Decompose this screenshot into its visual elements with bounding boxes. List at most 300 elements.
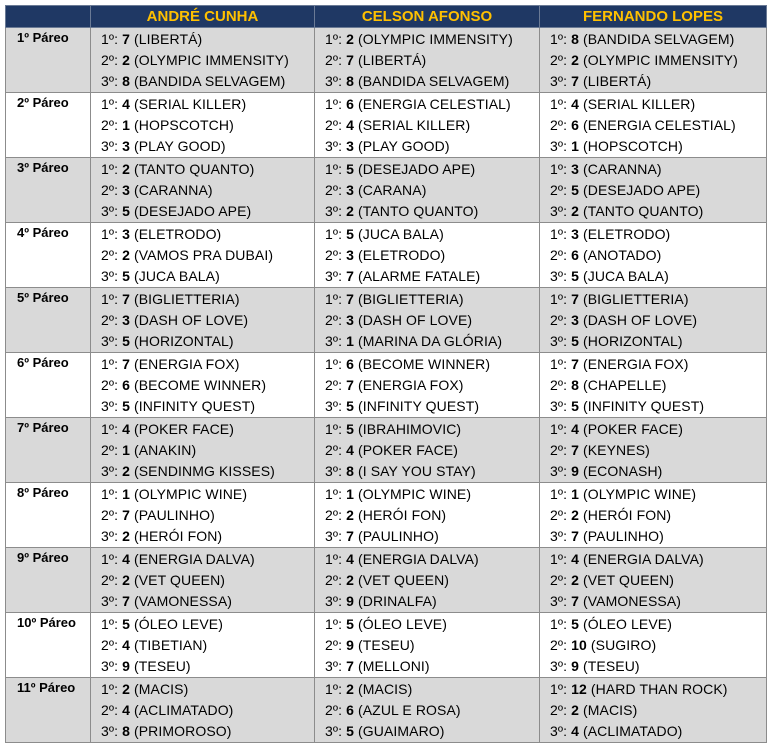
horse-number: 1 <box>122 442 130 458</box>
horse-number: 7 <box>571 442 579 458</box>
pick-position: 1º: <box>101 681 119 697</box>
horse-number: 3 <box>122 138 130 154</box>
pick-line <box>101 331 314 352</box>
pick-position: 3º: <box>101 398 119 414</box>
horse-number: 7 <box>571 356 579 372</box>
pick-line <box>550 289 766 310</box>
horse-number: 7 <box>571 593 579 609</box>
pick-position: 3º: <box>325 138 343 154</box>
pick-line <box>550 419 766 440</box>
horse-name: (IBRAHIMOVIC) <box>357 421 462 437</box>
horse-number: 7 <box>346 52 354 68</box>
pick-line <box>101 484 314 505</box>
pick-position: 1º: <box>101 226 119 242</box>
pick-line <box>101 159 314 180</box>
race-label: 4º Páreo <box>6 223 91 288</box>
pick-line <box>101 505 314 526</box>
horse-name: (GUAIMARO) <box>357 723 445 739</box>
horse-number: 6 <box>346 702 354 718</box>
horse-number: 8 <box>346 463 354 479</box>
tipster-picks-cell <box>315 158 540 223</box>
pick-position: 3º: <box>550 268 568 284</box>
pick-position: 3º: <box>325 593 343 609</box>
horse-number: 2 <box>571 702 579 718</box>
pick-position: 3º: <box>550 138 568 154</box>
pick-position: 3º: <box>550 333 568 349</box>
pick-line <box>550 94 766 115</box>
horse-number: 4 <box>122 551 130 567</box>
horse-name: (PLAY GOOD) <box>133 138 226 154</box>
pick-position: 3º: <box>101 138 119 154</box>
pick-line <box>101 94 314 115</box>
horse-number: 5 <box>122 333 130 349</box>
pick-line <box>101 180 314 201</box>
horse-name: (ECONASH) <box>582 463 663 479</box>
pick-line <box>325 635 539 656</box>
horse-name: (ENERGIA DALVA) <box>582 551 704 567</box>
horse-name: (POKER FACE) <box>582 421 683 437</box>
pick-position: 3º: <box>101 333 119 349</box>
race-row <box>6 353 767 418</box>
pick-line <box>101 549 314 570</box>
horse-number: 5 <box>571 616 579 632</box>
horse-name: (HOPSCOTCH) <box>133 117 234 133</box>
pick-line <box>550 331 766 352</box>
tipster-picks-cell <box>91 678 315 743</box>
pick-line <box>325 115 539 136</box>
horse-number: 6 <box>571 247 579 263</box>
horse-number: 4 <box>122 702 130 718</box>
pick-position: 1º: <box>550 226 568 242</box>
pick-position: 2º: <box>550 247 568 263</box>
pick-line <box>325 570 539 591</box>
horse-name: (HARD THAN ROCK) <box>590 681 728 697</box>
pick-line <box>325 224 539 245</box>
pick-line <box>550 440 766 461</box>
horse-number: 6 <box>571 117 579 133</box>
horse-number: 4 <box>122 96 130 112</box>
horse-name: (SUGIRO) <box>590 637 657 653</box>
horse-number: 7 <box>122 593 130 609</box>
horse-number: 1 <box>346 486 354 502</box>
horse-name: (ENERGIA CELESTIAL) <box>582 117 736 133</box>
horse-name: (DASH OF LOVE) <box>357 312 473 328</box>
pick-line <box>101 201 314 222</box>
pick-line <box>325 245 539 266</box>
pick-line <box>101 656 314 677</box>
horse-name: (HORIZONTAL) <box>133 333 234 349</box>
horse-number: 3 <box>122 182 130 198</box>
horse-number: 2 <box>122 681 130 697</box>
pick-position: 3º: <box>325 268 343 284</box>
horse-number: 3 <box>571 226 579 242</box>
horse-number: 7 <box>346 528 354 544</box>
pick-position: 3º: <box>325 203 343 219</box>
pick-position: 2º: <box>325 572 343 588</box>
horse-name: (DRINALFA) <box>357 593 437 609</box>
horse-name: (HERÓI FON) <box>582 507 672 523</box>
horse-name: (POKER FACE) <box>133 421 234 437</box>
race-row <box>6 93 767 158</box>
horse-number: 7 <box>571 73 579 89</box>
horse-name: (OLYMPIC WINE) <box>133 486 248 502</box>
horse-name: (LIBERTÁ) <box>133 31 203 47</box>
pick-line <box>325 484 539 505</box>
race-row <box>6 288 767 353</box>
pick-line <box>325 159 539 180</box>
horse-number: 8 <box>122 723 130 739</box>
horse-name: (DESEJADO APE) <box>357 161 476 177</box>
pick-line <box>550 310 766 331</box>
horse-name: (CARANNA) <box>582 161 662 177</box>
race-label: 2º Páreo <box>6 93 91 158</box>
pick-position: 3º: <box>325 73 343 89</box>
horse-name: (BANDIDA SELVAGEM) <box>133 73 286 89</box>
horse-name: (VAMONESSA) <box>133 593 233 609</box>
tipster-picks-cell <box>91 288 315 353</box>
pick-line <box>101 310 314 331</box>
horse-number: 8 <box>122 73 130 89</box>
horse-name: (ÓLEO LEVE) <box>582 616 673 632</box>
horse-name: (PAULINHO) <box>133 507 215 523</box>
horse-number: 3 <box>346 312 354 328</box>
pick-position: 2º: <box>325 182 343 198</box>
horse-number: 5 <box>346 421 354 437</box>
horse-name: (VET QUEEN) <box>133 572 226 588</box>
horse-number: 5 <box>122 398 130 414</box>
pick-position: 3º: <box>550 398 568 414</box>
horse-name: (ANOTADO) <box>582 247 662 263</box>
horse-name: (TANTO QUANTO) <box>357 203 479 219</box>
tipster-picks-cell <box>315 353 540 418</box>
pick-position: 1º: <box>550 616 568 632</box>
pick-position: 1º: <box>101 96 119 112</box>
horse-number: 5 <box>122 616 130 632</box>
pick-line <box>550 614 766 635</box>
horse-number: 7 <box>346 291 354 307</box>
pick-position: 1º: <box>550 421 568 437</box>
pick-position: 1º: <box>550 31 568 47</box>
pick-position: 2º: <box>325 507 343 523</box>
horse-number: 2 <box>346 203 354 219</box>
horse-number: 2 <box>122 161 130 177</box>
horse-name: (OLYMPIC IMMENSITY) <box>357 31 513 47</box>
pick-line <box>325 71 539 92</box>
pick-position: 1º: <box>325 681 343 697</box>
tipster-picks-cell <box>540 418 767 483</box>
horse-name: (POKER FACE) <box>357 442 458 458</box>
horse-name: (PAULINHO) <box>357 528 439 544</box>
horse-number: 4 <box>571 723 579 739</box>
pick-line <box>101 50 314 71</box>
pick-line <box>325 136 539 157</box>
pick-position: 2º: <box>101 182 119 198</box>
pick-position: 1º: <box>325 291 343 307</box>
pick-position: 1º: <box>325 31 343 47</box>
horse-number: 5 <box>346 723 354 739</box>
horse-number: 4 <box>346 117 354 133</box>
race-row <box>6 613 767 678</box>
tipster-picks-cell <box>91 353 315 418</box>
pick-line <box>325 440 539 461</box>
pick-position: 1º: <box>101 486 119 502</box>
tipster-picks-cell <box>540 93 767 158</box>
horse-number: 9 <box>571 658 579 674</box>
race-label: 9º Páreo <box>6 548 91 613</box>
horse-number: 5 <box>571 398 579 414</box>
horse-name: (ELETRODO) <box>582 226 671 242</box>
horse-number: 2 <box>122 572 130 588</box>
tipster-picks-cell <box>315 418 540 483</box>
pick-line <box>101 419 314 440</box>
pick-line <box>101 526 314 547</box>
header-row <box>6 6 767 28</box>
pick-position: 2º: <box>101 637 119 653</box>
pick-position: 2º: <box>325 702 343 718</box>
pick-position: 1º: <box>550 681 568 697</box>
pick-position: 2º: <box>325 442 343 458</box>
pick-position: 1º: <box>325 161 343 177</box>
pick-line <box>325 201 539 222</box>
pick-line <box>550 526 766 547</box>
horse-name: (BANDIDA SELVAGEM) <box>582 31 735 47</box>
pick-line <box>325 331 539 352</box>
horse-name: (ACLIMATADO) <box>582 723 683 739</box>
horse-number: 7 <box>122 291 130 307</box>
horse-number: 4 <box>571 551 579 567</box>
horse-number: 5 <box>571 182 579 198</box>
horse-name: (OLYMPIC WINE) <box>582 486 697 502</box>
horse-number: 5 <box>346 161 354 177</box>
pick-position: 3º: <box>325 463 343 479</box>
tipster-header-celson-afonso: CELSON AFONSO <box>315 6 540 28</box>
pick-line <box>550 159 766 180</box>
pick-line <box>101 71 314 92</box>
pick-position: 3º: <box>325 723 343 739</box>
horse-number: 5 <box>346 398 354 414</box>
horse-number: 2 <box>346 507 354 523</box>
horse-number: 2 <box>122 247 130 263</box>
horse-number: 6 <box>346 96 354 112</box>
pick-line <box>550 700 766 721</box>
pick-line <box>101 440 314 461</box>
tipster-picks-cell <box>540 28 767 93</box>
horse-name: (CARANA) <box>357 182 427 198</box>
pick-line <box>101 354 314 375</box>
tipster-picks-cell <box>315 93 540 158</box>
horse-number: 4 <box>571 421 579 437</box>
horse-number: 5 <box>571 333 579 349</box>
pick-line <box>550 50 766 71</box>
horse-name: (BIGLIETTERIA) <box>133 291 240 307</box>
pick-line <box>101 396 314 417</box>
horse-name: (TESEU) <box>582 658 640 674</box>
horse-name: (ENERGIA FOX) <box>357 377 464 393</box>
tipster-picks-cell <box>91 158 315 223</box>
horse-name: (PLAY GOOD) <box>357 138 450 154</box>
horse-name: (MACIS) <box>357 681 413 697</box>
horse-number: 1 <box>346 333 354 349</box>
pick-position: 3º: <box>550 723 568 739</box>
pick-line <box>325 461 539 482</box>
horse-number: 9 <box>571 463 579 479</box>
pick-line <box>101 136 314 157</box>
pick-position: 1º: <box>101 356 119 372</box>
pick-position: 2º: <box>550 117 568 133</box>
tipster-picks-cell <box>315 678 540 743</box>
pick-line <box>550 136 766 157</box>
horse-name: (MACIS) <box>582 702 638 718</box>
pick-position: 3º: <box>325 398 343 414</box>
pick-line <box>550 266 766 287</box>
pick-line <box>550 224 766 245</box>
pick-line <box>101 224 314 245</box>
horse-number: 4 <box>122 637 130 653</box>
tipster-picks-cell <box>91 223 315 288</box>
horse-number: 6 <box>346 356 354 372</box>
horse-name: (BIGLIETTERIA) <box>582 291 689 307</box>
horse-number: 5 <box>122 268 130 284</box>
horse-number: 2 <box>122 528 130 544</box>
pick-position: 2º: <box>325 312 343 328</box>
horse-number: 10 <box>571 637 587 653</box>
horse-number: 2 <box>571 52 579 68</box>
pick-position: 3º: <box>101 268 119 284</box>
pick-position: 3º: <box>550 73 568 89</box>
horse-name: (OLYMPIC IMMENSITY) <box>133 52 289 68</box>
horse-name: (ENERGIA DALVA) <box>133 551 255 567</box>
horse-name: (DESEJADO APE) <box>133 203 252 219</box>
horse-name: (ELETRODO) <box>133 226 222 242</box>
horse-number: 2 <box>346 31 354 47</box>
pick-line <box>550 505 766 526</box>
horse-number: 7 <box>346 268 354 284</box>
horse-name: (ÓLEO LEVE) <box>133 616 224 632</box>
race-label: 5º Páreo <box>6 288 91 353</box>
horse-name: (HORIZONTAL) <box>582 333 683 349</box>
pick-position: 3º: <box>101 73 119 89</box>
tipster-picks-cell <box>540 613 767 678</box>
pick-position: 3º: <box>101 463 119 479</box>
pick-line <box>325 614 539 635</box>
pick-position: 2º: <box>101 572 119 588</box>
pick-position: 3º: <box>101 593 119 609</box>
pick-line <box>550 721 766 742</box>
pick-position: 1º: <box>325 421 343 437</box>
race-label: 6º Páreo <box>6 353 91 418</box>
horse-name: (MARINA DA GLÓRIA) <box>357 333 503 349</box>
horse-name: (I SAY YOU STAY) <box>357 463 476 479</box>
horse-name: (OLYMPIC WINE) <box>357 486 472 502</box>
horse-name: (BIGLIETTERIA) <box>357 291 464 307</box>
pick-line <box>550 635 766 656</box>
pick-position: 1º: <box>101 421 119 437</box>
tips-table <box>5 5 767 743</box>
pick-position: 1º: <box>325 551 343 567</box>
horse-name: (ALARME FATALE) <box>357 268 481 284</box>
tipster-picks-cell <box>91 93 315 158</box>
tipster-header-fernando-lopes: FERNANDO LOPES <box>540 6 767 28</box>
pick-line <box>325 289 539 310</box>
pick-line <box>550 656 766 677</box>
horse-name: (ENERGIA CELESTIAL) <box>357 96 511 112</box>
horse-name: (OLYMPIC IMMENSITY) <box>582 52 738 68</box>
horse-name: (MACIS) <box>133 681 189 697</box>
pick-line <box>101 721 314 742</box>
horse-name: (VAMONESSA) <box>582 593 682 609</box>
horse-name: (AZUL E ROSA) <box>357 702 461 718</box>
pick-line <box>550 245 766 266</box>
pick-position: 2º: <box>325 637 343 653</box>
tipster-picks-cell <box>315 548 540 613</box>
race-label: 11º Páreo <box>6 678 91 743</box>
pick-position: 2º: <box>101 507 119 523</box>
pick-line <box>325 656 539 677</box>
tipster-picks-cell <box>91 548 315 613</box>
race-row <box>6 28 767 93</box>
tipster-picks-cell <box>315 613 540 678</box>
pick-position: 2º: <box>101 312 119 328</box>
pick-position: 2º: <box>550 507 568 523</box>
horse-number: 6 <box>122 377 130 393</box>
pick-line <box>101 570 314 591</box>
horse-number: 9 <box>122 658 130 674</box>
horse-number: 7 <box>122 31 130 47</box>
tipster-picks-cell <box>540 548 767 613</box>
pick-position: 1º: <box>550 551 568 567</box>
horse-name: (DASH OF LOVE) <box>582 312 698 328</box>
horse-name: (TIBETIAN) <box>133 637 208 653</box>
pick-position: 1º: <box>325 486 343 502</box>
pick-position: 2º: <box>101 442 119 458</box>
pick-line <box>550 115 766 136</box>
tipster-picks-cell <box>315 223 540 288</box>
tipster-picks-cell <box>315 483 540 548</box>
tipster-picks-cell <box>315 288 540 353</box>
horse-name: (LIBERTÁ) <box>357 52 427 68</box>
horse-number: 5 <box>346 616 354 632</box>
race-label: 7º Páreo <box>6 418 91 483</box>
horse-name: (ENERGIA FOX) <box>133 356 240 372</box>
corner-header <box>6 6 91 28</box>
pick-line <box>325 29 539 50</box>
horse-number: 8 <box>346 73 354 89</box>
horse-name: (CHAPELLE) <box>582 377 667 393</box>
pick-line <box>325 721 539 742</box>
pick-position: 3º: <box>550 658 568 674</box>
race-label: 10º Páreo <box>6 613 91 678</box>
horse-name: (DASH OF LOVE) <box>133 312 249 328</box>
horse-name: (VET QUEEN) <box>357 572 450 588</box>
horse-name: (TANTO QUANTO) <box>582 203 704 219</box>
pick-position: 1º: <box>101 551 119 567</box>
pick-line <box>550 180 766 201</box>
horse-number: 2 <box>346 572 354 588</box>
pick-position: 3º: <box>101 203 119 219</box>
pick-position: 2º: <box>101 117 119 133</box>
horse-number: 1 <box>122 486 130 502</box>
pick-position: 2º: <box>325 52 343 68</box>
horse-name: (PAULINHO) <box>582 528 664 544</box>
pick-position: 1º: <box>550 161 568 177</box>
horse-number: 3 <box>122 226 130 242</box>
horse-name: (HOPSCOTCH) <box>582 138 683 154</box>
horse-number: 4 <box>571 96 579 112</box>
horse-number: 4 <box>346 442 354 458</box>
pick-line <box>550 29 766 50</box>
pick-line <box>325 700 539 721</box>
pick-line <box>550 591 766 612</box>
